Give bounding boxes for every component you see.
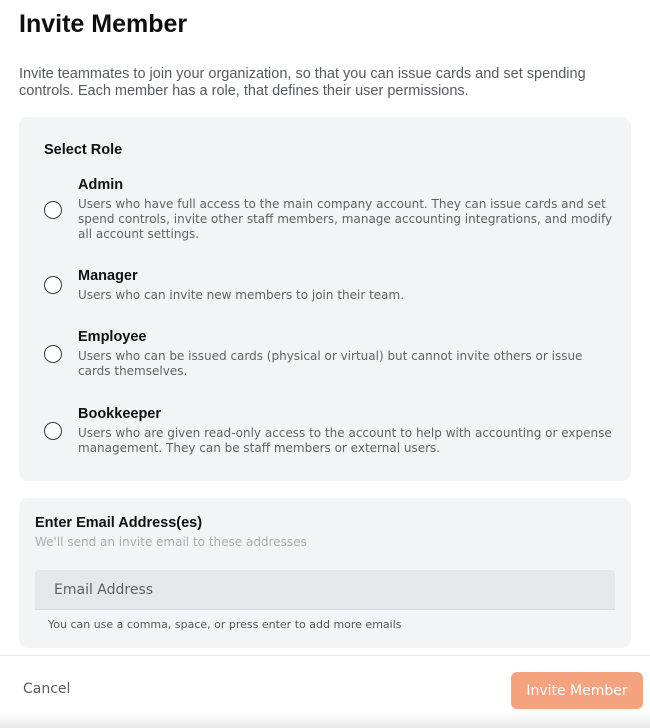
email-subtitle: We'll send an invite email to these addresses: [35, 535, 307, 549]
employee-radio[interactable]: [44, 345, 62, 363]
select-role-panel: [19, 117, 631, 481]
role-option-admin[interactable]: [19, 177, 631, 241]
page-title: Invite Member: [19, 10, 188, 38]
select-role-heading: Select Role: [44, 142, 123, 158]
role-name-admin: Admin: [78, 177, 124, 193]
role-name-bookkeeper: Bookkeeper: [78, 406, 162, 422]
bookkeeper-radio[interactable]: [44, 422, 62, 440]
role-option-employee[interactable]: [19, 329, 631, 379]
email-hint: You can use a comma, space, or press enter to add more emails: [48, 618, 402, 631]
role-name-manager: Manager: [78, 268, 138, 284]
email-input[interactable]: [35, 570, 615, 610]
role-description-employee: Users who can be issued cards (physical or virtual) but cannot invite others or issue cards themselves.: [78, 349, 583, 378]
cancel-button[interactable]: Cancel: [23, 681, 71, 697]
role-description-manager: Users who can invite new members to join their team.: [78, 288, 405, 302]
manager-radio[interactable]: [44, 276, 62, 294]
role-name-employee: Employee: [78, 329, 147, 345]
role-option-manager[interactable]: [19, 268, 631, 304]
role-option-bookkeeper[interactable]: [19, 406, 631, 456]
invite-member-button[interactable]: Invite Member: [511, 672, 643, 709]
admin-radio[interactable]: [44, 201, 62, 219]
footer-divider: [0, 655, 650, 656]
email-heading: Enter Email Address(es): [35, 515, 203, 531]
email-panel: [19, 498, 631, 648]
role-description-admin: Users who have full access to the main company account. They can issue cards and set spend controls, invite other staff members, manage accounting integrations, and modify all account settings.: [78, 197, 613, 241]
bottom-shadow: [0, 712, 650, 728]
role-description-bookkeeper: Users who are given read-only access to the account to help with accounting or expense management. They can be staff members or external users.: [78, 426, 612, 455]
dialog-description: Invite teammates to join your organization, so that you can issue cards and set spending controls. Each member has a role, that defines their user permissions.: [19, 66, 586, 99]
